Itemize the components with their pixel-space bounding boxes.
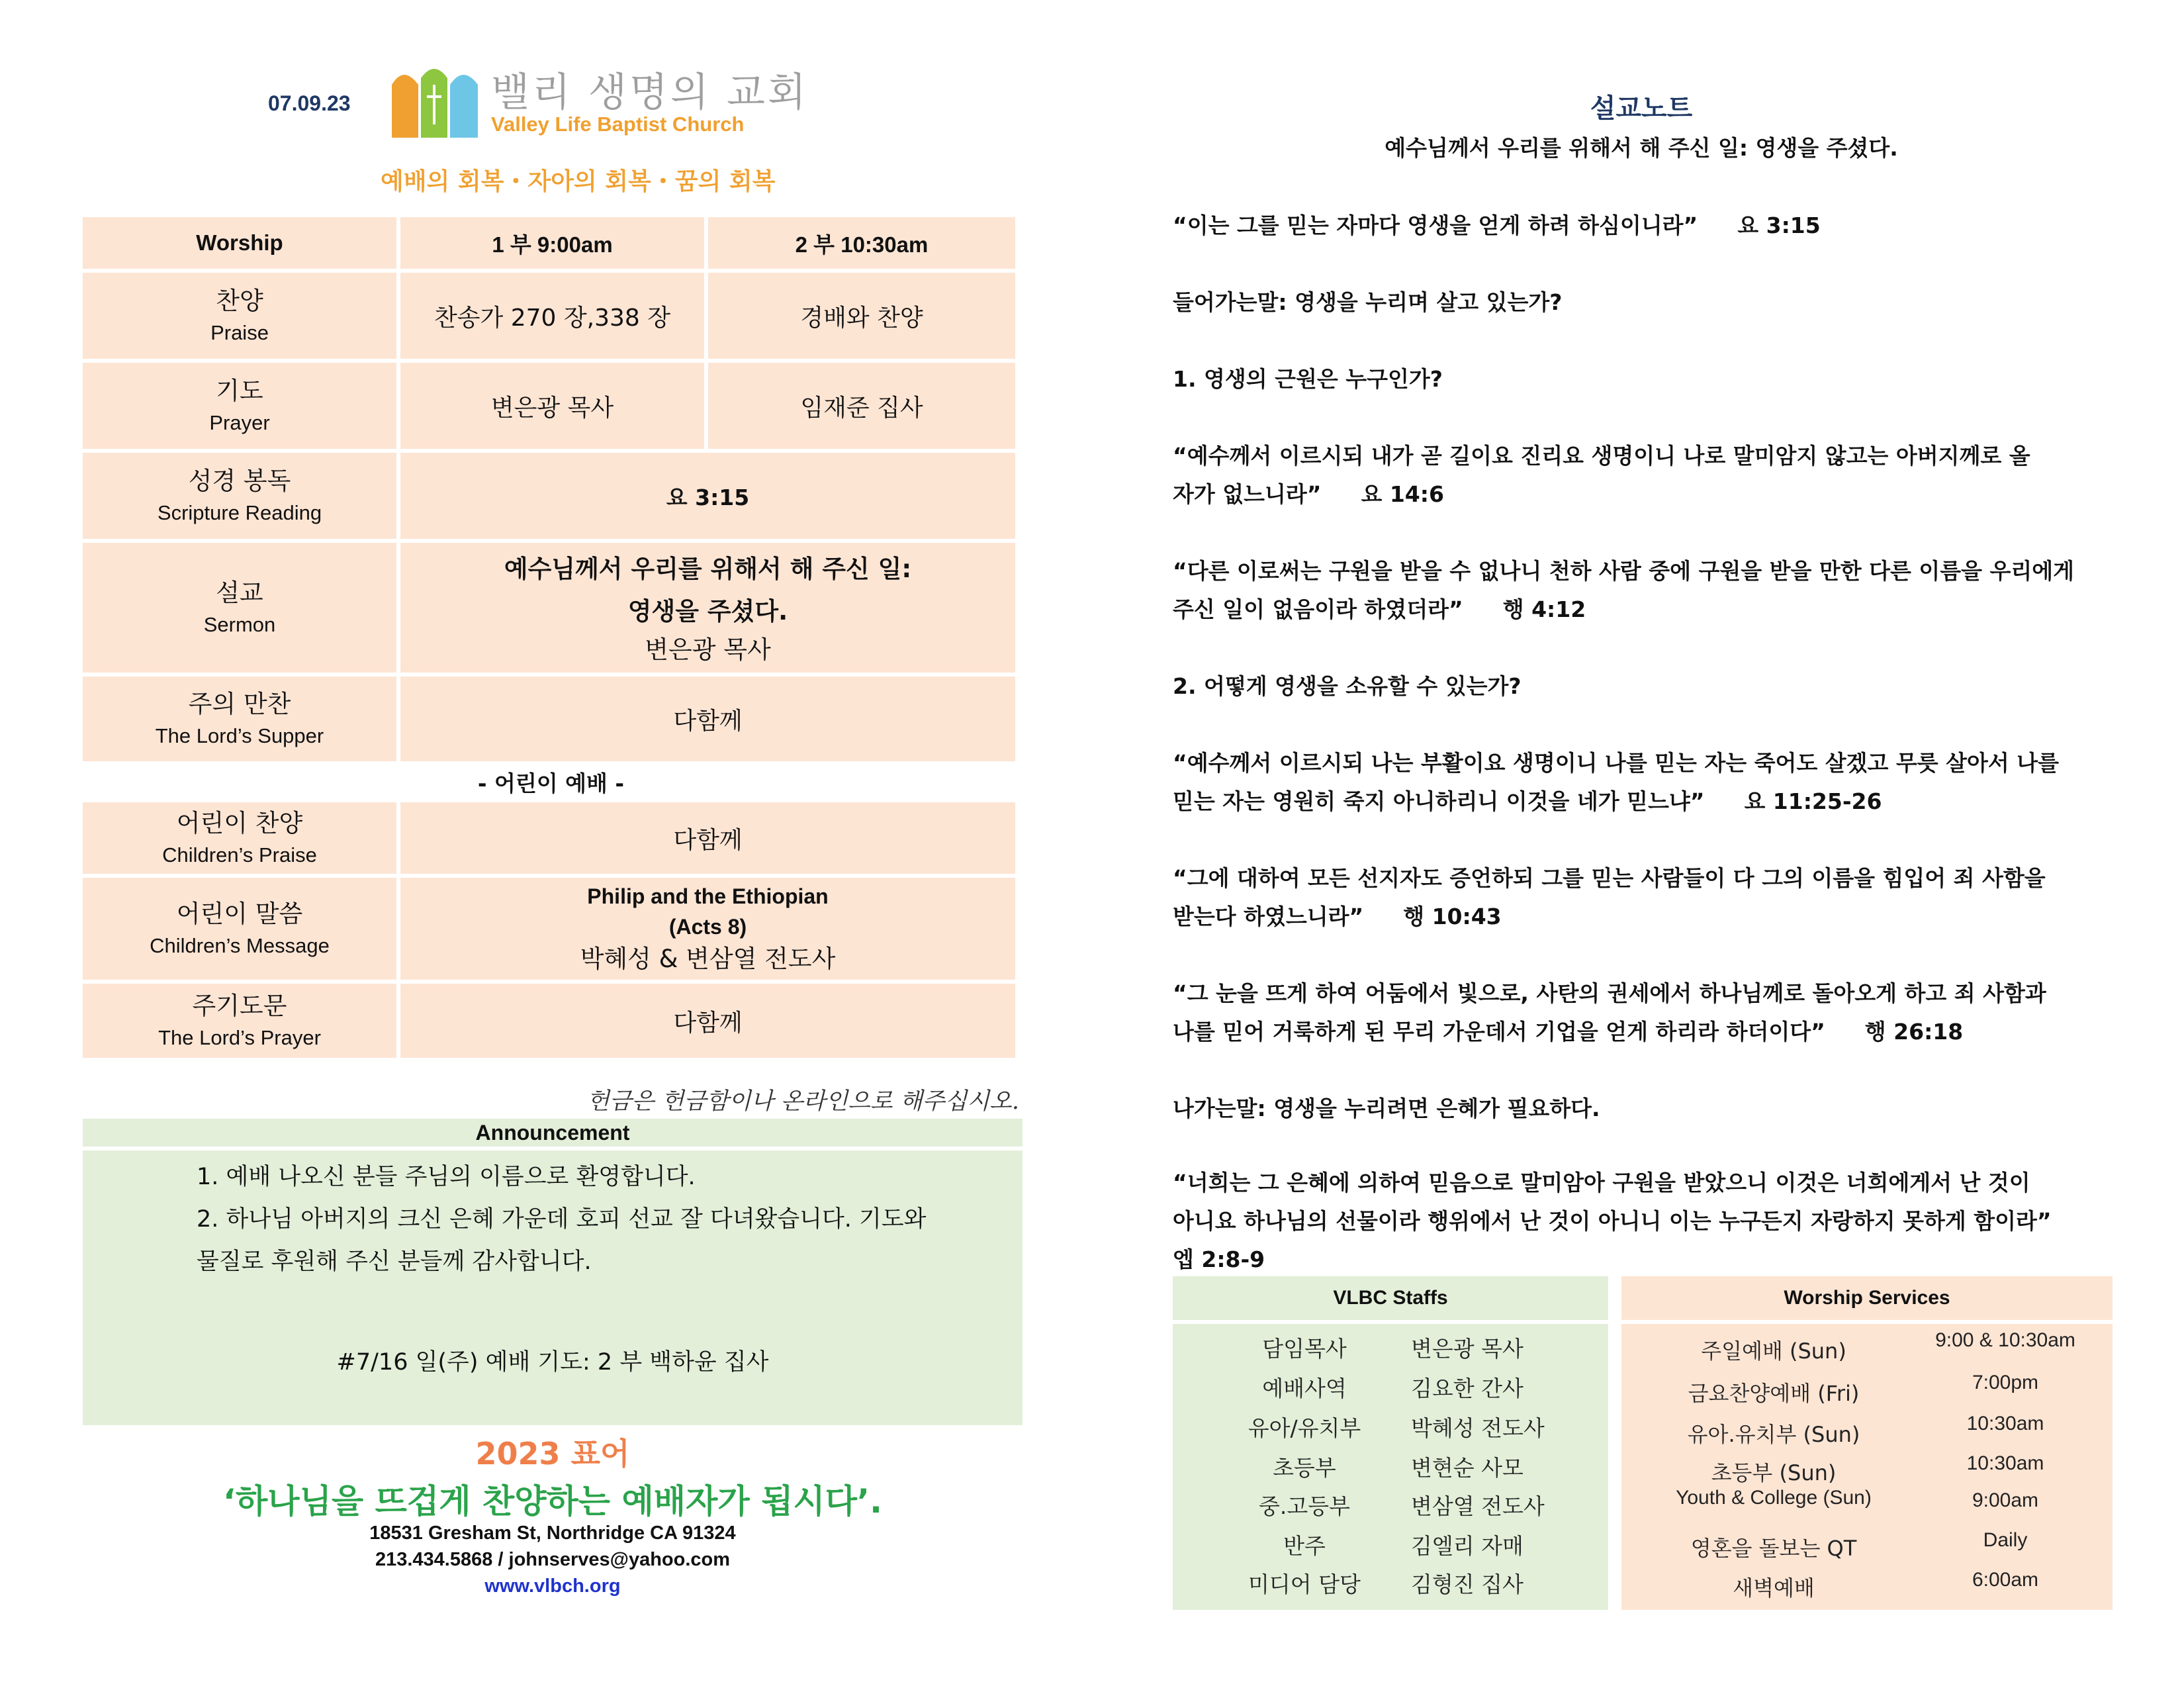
note-verse-6-ref: 행 26:18 — [1864, 1019, 1964, 1045]
header-service-1: 1 부 9:00am — [400, 217, 704, 269]
note-verse-2-ref: 요 14:6 — [1361, 481, 1444, 507]
staff-role: 초등부 — [1273, 1455, 1336, 1481]
service-name: 영혼을 돌보는 QT — [1690, 1536, 1857, 1561]
church-motto: 예배의 회복・자아의 회복・꿈의 회복 — [381, 168, 776, 195]
church-name-english: Valley Life Baptist Church — [491, 113, 745, 136]
note-verse-2-line2: 자가 없느니라” — [1173, 481, 1322, 507]
header-worship: Worship — [83, 217, 396, 269]
note-conclusion: 나가는말: 영생을 누리려면 은혜가 필요하다. — [1173, 1096, 1600, 1121]
kids-praise-label — [83, 802, 396, 874]
worship-order-table — [83, 217, 1019, 1062]
staff-role: 중.고등부 — [1258, 1493, 1350, 1519]
note-verse-4-ref: 요 11:25-26 — [1744, 788, 1882, 814]
praise-label — [83, 273, 396, 359]
service-time: 9:00am — [1972, 1489, 2039, 1511]
staff-role: 예배사역 — [1262, 1376, 1347, 1401]
sermon-title-line1: 예수님께서 우리를 위해서 해 주신 일: — [504, 555, 912, 583]
service-name: Youth & College (Sun) — [1676, 1487, 1872, 1509]
note-verse-3-line1: “다른 이로써는 구원을 받을 수 없나니 천하 사람 중에 구원을 받을 만한 다른 이름을 우리에게 — [1173, 558, 2075, 584]
staff-name: 변현순 사모 — [1411, 1455, 1524, 1481]
announcement-title: Announcement — [83, 1119, 1023, 1147]
supper-value: 다함께 — [400, 677, 1015, 761]
church-website-link[interactable]: www.vlbch.org — [484, 1575, 621, 1597]
kids-message-title-line2: (Acts 8) — [668, 915, 747, 939]
church-name-korean: 밸리 생명의 교회 — [491, 70, 809, 116]
staff-role: 유아/유치부 — [1248, 1415, 1361, 1441]
lords-prayer-value: 다함께 — [400, 984, 1015, 1058]
row-praise — [83, 273, 1019, 359]
row-kids-praise — [83, 802, 1019, 874]
staff-list — [1173, 1324, 1608, 1610]
kids-praise-label-en: Children’s Praise — [162, 843, 317, 867]
kids-message-label — [83, 878, 396, 980]
row-lords-prayer — [83, 984, 1019, 1058]
praise-label-en: Praise — [210, 321, 269, 344]
prayer-label — [83, 363, 396, 449]
kids-message-label-kr: 어린이 말씀 — [176, 900, 303, 928]
lords-prayer-label-en: The Lord’s Prayer — [158, 1026, 321, 1049]
staff-role: 미디어 담당 — [1248, 1571, 1361, 1597]
note-verse-7-line1: “너희는 그 은혜에 의하여 믿음으로 말미암아 구원을 받았으니 이것은 너희에게서 난 것이 — [1173, 1170, 2030, 1196]
staff-role: 반주 — [1283, 1533, 1326, 1559]
staff-name: 김요한 간사 — [1411, 1376, 1524, 1401]
staff-name: 김형진 집사 — [1411, 1571, 1524, 1597]
church-address: 18531 Gresham St, Northridge CA 91324 — [369, 1523, 736, 1544]
theme-year: 2023 표어 — [475, 1436, 630, 1472]
note-verse-6-line1: “그 눈을 뜨게 하여 어둠에서 빛으로, 사탄의 권세에서 하나님께로 돌아오게 하고 죄 사함과 — [1173, 980, 2046, 1006]
row-sermon — [83, 543, 1019, 673]
service-time: 6:00am — [1972, 1569, 2039, 1591]
church-contact: 213.434.5868 / johnserves@yahoo.com — [375, 1549, 731, 1570]
kids-message-speaker: 박혜성 & 변삼열 전도사 — [580, 945, 836, 973]
announcement-line-2: 2. 하나님 아버지의 크신 은혜 가운데 호피 선교 잘 다녀왔습니다. 기도와 — [197, 1206, 927, 1233]
reading-label-en: Scripture Reading — [157, 501, 322, 524]
lords-prayer-label — [83, 984, 396, 1058]
row-scripture-reading — [83, 453, 1019, 539]
services-list — [1621, 1324, 2113, 1610]
service-time: Daily — [1983, 1529, 2028, 1551]
kids-worship-title: - 어린이 예배 - — [477, 770, 625, 796]
note-verse-5 — [1173, 859, 2126, 936]
staff-title: VLBC Staffs — [1173, 1276, 1608, 1320]
sermon-detail — [400, 543, 1015, 673]
note-verse-6-line2: 나를 믿어 거룩하게 된 무리 가운데서 기업을 얻게 하리라 하더이다” — [1173, 1019, 1825, 1045]
reading-label-kr: 성경 봉독 — [188, 467, 291, 495]
service-time: 10:30am — [1966, 1413, 2044, 1434]
staff-name: 김엘리 자매 — [1411, 1533, 1524, 1559]
staff-role: 담임목사 — [1262, 1336, 1347, 1362]
announcement-line-3: 물질로 후원해 주신 분들께 감사합니다. — [197, 1248, 592, 1275]
note-verse-5-line2: 받는다 하였느니라” — [1173, 904, 1364, 929]
service-name: 유아.유치부 (Sun) — [1687, 1422, 1860, 1447]
service-time: 7:00pm — [1972, 1372, 2039, 1393]
prayer-service-2: 임재준 집사 — [708, 363, 1015, 449]
praise-service-2: 경배와 찬양 — [708, 273, 1015, 359]
note-verse-3-line2: 주신 일이 없음이라 하였더라” — [1173, 596, 1463, 622]
kids-praise-value: 다함께 — [400, 802, 1015, 874]
note-verse-4-line1: “예수께서 이르시되 나는 부활이요 생명이니 나를 믿는 자는 죽어도 살겠고 무릇 살아서 나를 — [1173, 750, 2060, 776]
sermon-label-en: Sermon — [203, 613, 276, 636]
note-intro: 들어가는말: 영생을 누리며 살고 있는가? — [1173, 289, 1563, 315]
reading-label — [83, 453, 396, 539]
offering-note: 헌금은 헌금함이나 온라인으로 해주십시오. — [586, 1088, 1019, 1115]
kids-message-label-en: Children’s Message — [150, 934, 330, 957]
header-service-2: 2 부 10:30am — [708, 217, 1015, 269]
note-point-2: 2. 어떻게 영생을 소유할 수 있는가? — [1173, 673, 1522, 699]
supper-label-kr: 주의 만찬 — [188, 690, 291, 718]
staff-name: 변삼열 전도사 — [1411, 1493, 1545, 1519]
note-point-1: 1. 영생의 근원은 누구인가? — [1173, 366, 1443, 392]
row-prayer — [83, 363, 1019, 449]
yearly-theme: ‘하나님을 뜨겁게 찬양하는 예배자가 됩시다’. — [222, 1482, 882, 1521]
note-verse-2 — [1173, 437, 2126, 514]
note-verse-3 — [1173, 552, 2126, 629]
announcement-body — [83, 1150, 1023, 1425]
church-logo-icon — [390, 65, 480, 138]
supper-label-en: The Lord’s Supper — [155, 724, 324, 747]
note-verse-5-line1: “그에 대하여 모든 선지자도 증언하되 그를 믿는 사람들이 다 그의 이름을 힘입어 죄 사함을 — [1173, 865, 2046, 891]
praise-service-1: 찬송가 270 장,338 장 — [400, 273, 704, 359]
table-header-row — [83, 217, 1019, 269]
service-time: 9:00 & 10:30am — [1935, 1329, 2075, 1351]
prayer-label-en: Prayer — [209, 411, 270, 434]
announcement-line-1: 1. 예배 나오신 분들 주님의 이름으로 환영합니다. — [197, 1164, 696, 1190]
sermon-title-line2: 영생을 주셨다. — [627, 597, 788, 626]
staff-name: 박혜성 전도사 — [1411, 1415, 1545, 1441]
prayer-label-kr: 기도 — [216, 377, 263, 405]
announcement-line-4: #7/16 일(주) 예배 기도: 2 부 백하윤 집사 — [336, 1349, 769, 1376]
reading-value: 요 3:15 — [400, 453, 1015, 539]
kids-message-title-line1: Philip and the Ethiopian — [587, 884, 829, 908]
praise-label-kr: 찬양 — [216, 287, 263, 315]
service-name: 초등부 (Sun) — [1711, 1460, 1837, 1485]
service-time: 10:30am — [1966, 1452, 2044, 1474]
row-kids-message — [83, 878, 1019, 980]
note-verse-7 — [1173, 1164, 2126, 1279]
sermon-speaker: 변은광 목사 — [645, 635, 771, 664]
service-name: 주일예배 (Sun) — [1701, 1338, 1846, 1364]
bulletin-date: 07.09.23 — [268, 91, 351, 115]
note-verse-1-ref: 요 3:15 — [1737, 212, 1821, 238]
kids-message-detail — [400, 878, 1015, 980]
note-verse-6 — [1173, 974, 2126, 1051]
sermon-label-kr: 설교 — [216, 579, 263, 607]
sermon-label — [83, 543, 396, 673]
note-verse-5-ref: 행 10:43 — [1403, 904, 1502, 929]
supper-label — [83, 677, 396, 761]
note-verse-7-line2: 아니요 하나님의 선물이라 행위에서 난 것이 아니니 이는 누구든지 자랑하지 못하게 함이라” — [1173, 1208, 2052, 1234]
services-title: Worship Services — [1621, 1276, 2113, 1320]
note-verse-3-ref: 행 4:12 — [1502, 596, 1586, 622]
service-name: 새벽예배 — [1733, 1575, 1815, 1601]
note-verse-4-line2: 믿는 자는 영원히 죽지 아니하리니 이것을 네가 믿느냐” — [1173, 788, 1705, 814]
row-lords-supper — [83, 677, 1019, 761]
sermon-notes-title: 설교노트 — [1590, 93, 1693, 124]
note-verse-1 — [1173, 207, 2126, 245]
prayer-service-1: 변은광 목사 — [400, 363, 704, 449]
lords-prayer-label-kr: 주기도문 — [192, 992, 287, 1020]
note-verse-7-ref: 엡 2:8-9 — [1173, 1246, 1265, 1272]
sermon-notes-subtitle: 예수님께서 우리를 위해서 해 주신 일: 영생을 주셨다. — [1385, 135, 1898, 161]
staff-name: 변은광 목사 — [1411, 1336, 1524, 1362]
kids-praise-label-kr: 어린이 찬양 — [176, 809, 303, 837]
service-name: 금요찬양예배 (Fri) — [1688, 1381, 1860, 1406]
note-verse-2-line1: “예수께서 이르시되 내가 곧 길이요 진리요 생명이니 나로 말미암지 않고는 아버지께로 올 — [1173, 443, 2030, 469]
note-verse-1-text: “이는 그를 믿는 자마다 영생을 얻게 하려 하심이니라” — [1173, 212, 1698, 238]
note-verse-4 — [1173, 744, 2126, 821]
